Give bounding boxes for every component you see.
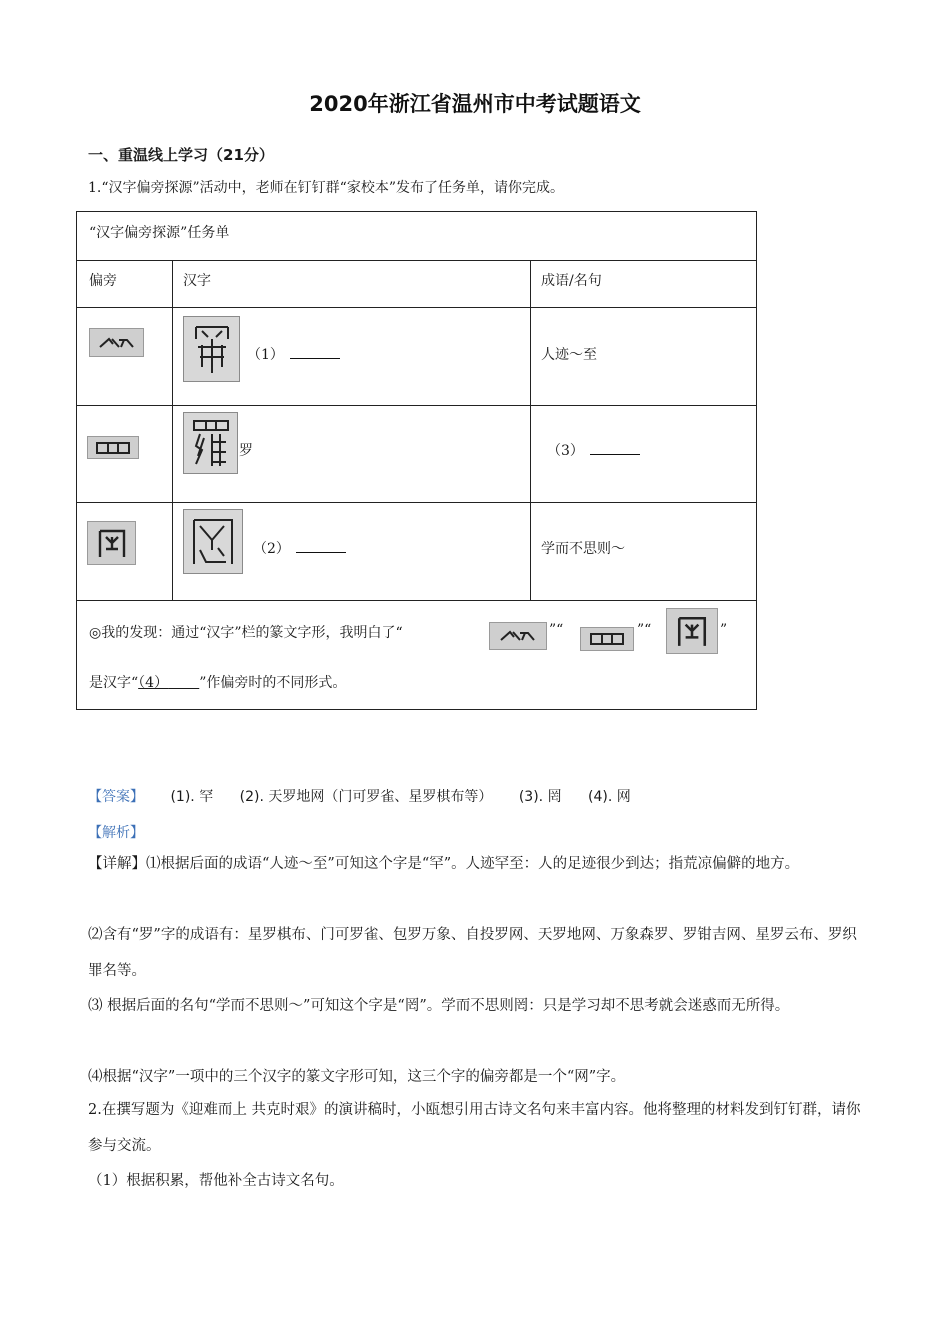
answer-blank: [296, 538, 346, 553]
analysis-paragraph-4: ⑷根据“汉字”一项中的三个汉字的篆文字形可知，这三个字的偏旁都是一个“网”字。: [88, 1069, 626, 1085]
discovery-seal-3: [666, 608, 718, 654]
answer-blank: [290, 344, 340, 359]
header-phrase: 成语/名句: [541, 273, 602, 289]
discovery-line-2: 是汉字“（4） ”作偏旁时的不同形式。: [89, 675, 347, 691]
header-hanzi: 汉字: [183, 273, 211, 289]
radical-seal-1: [89, 328, 144, 357]
radical-seal-3: [87, 521, 136, 565]
table-divider: [530, 260, 531, 600]
table-divider: [77, 260, 756, 261]
quote-end: ”: [720, 622, 728, 638]
discovery-glyph-3: [675, 614, 709, 648]
discovery-glyph-1: [498, 628, 538, 644]
seal-glyph-1: [188, 321, 236, 377]
discovery-glyph-2: [588, 632, 626, 646]
answer-item: (4). 网: [588, 789, 631, 805]
section-heading: 一、重温线上学习（21分）: [88, 146, 274, 164]
quote-sep-1: ”“: [549, 622, 564, 638]
page-title: 2020年浙江省温州市中考试题语文: [309, 92, 641, 116]
analysis-paragraph-2: ⑵含有“罗”字的成语有：星罗棋布、门可罗雀、包罗万象、自投罗网、天罗地网、万象森罗、罗钳吉网、星罗云布、罗织罪名等。: [88, 927, 857, 979]
answer-line: [88, 786, 631, 806]
discovery-seal-2: [580, 627, 634, 651]
table-divider: [77, 405, 756, 406]
table-title: “汉字偏旁探源”任务单: [89, 225, 230, 241]
question-1-text: 1.“汉字偏旁探源”活动中，老师在钉钉群“家校本”发布了任务单，请你完成。: [88, 180, 564, 196]
question-2-sub-1: （1）根据积累，帮他补全古诗文名句。: [88, 1173, 344, 1189]
table-divider: [77, 307, 756, 308]
radical-seal-2: [87, 436, 139, 459]
hanzi-text-2: 罗: [239, 443, 253, 459]
phrase-1: 人迹～至: [541, 347, 597, 363]
analysis-paragraph-3: ⑶ 根据后面的名句“学而不思则～”可知这个字是“罔”。学而不思则罔：只是学习却不思考就会迷惑而无所得。: [88, 998, 790, 1014]
answer-blank-4: （4）: [138, 675, 169, 691]
phrase-3: 学而不思则～: [541, 541, 625, 557]
analysis-paragraph-1: 【详解】⑴根据后面的成语“人迹～至”可知这个字是“罕”。人迹罕至：人的足迹很少到达；指荒凉偏僻的地方。: [88, 856, 800, 872]
seal-glyph-3: [188, 514, 238, 570]
header-radical: 偏旁: [89, 273, 117, 289]
discovery-seal-1: [489, 622, 547, 650]
analysis-tag: 【解析】: [88, 825, 144, 841]
hanzi-blank-2: （2）: [253, 538, 346, 558]
answer-item: (2). 天罗地网（门可罗雀、星罗棋布等）: [239, 789, 493, 805]
seal-char-3: [183, 509, 243, 574]
task-table: [76, 211, 757, 710]
table-divider: [77, 502, 756, 503]
hanzi-blank-1: （1）: [247, 344, 340, 364]
answer-blank: [590, 440, 640, 455]
radical-glyph-1: [97, 335, 137, 351]
seal-char-1: [183, 316, 240, 382]
phrase-blank-3: （3）: [547, 440, 640, 460]
answer-tag: 【答案】: [88, 789, 144, 805]
discovery-text: ◎我的发现：通过“汉字”栏的篆文字形，我明白了“: [89, 625, 403, 641]
table-divider: [172, 260, 173, 600]
question-2-text: 2.在撰写题为《迎难而上 共克时艰》的演讲稿时，小瓯想引用古诗文名句来丰富内容。他将整理的材料发到钉钉群，请你参与交流。: [88, 1102, 861, 1154]
answer-item: (3). 罔: [518, 789, 562, 805]
radical-glyph-3: [96, 527, 128, 559]
seal-char-2: [183, 412, 238, 474]
radical-glyph-2: [94, 441, 132, 455]
answer-item: (1). 罕: [170, 789, 214, 805]
table-divider: [77, 600, 756, 601]
seal-glyph-2: [188, 416, 234, 470]
quote-sep-2: ”“: [637, 622, 652, 638]
